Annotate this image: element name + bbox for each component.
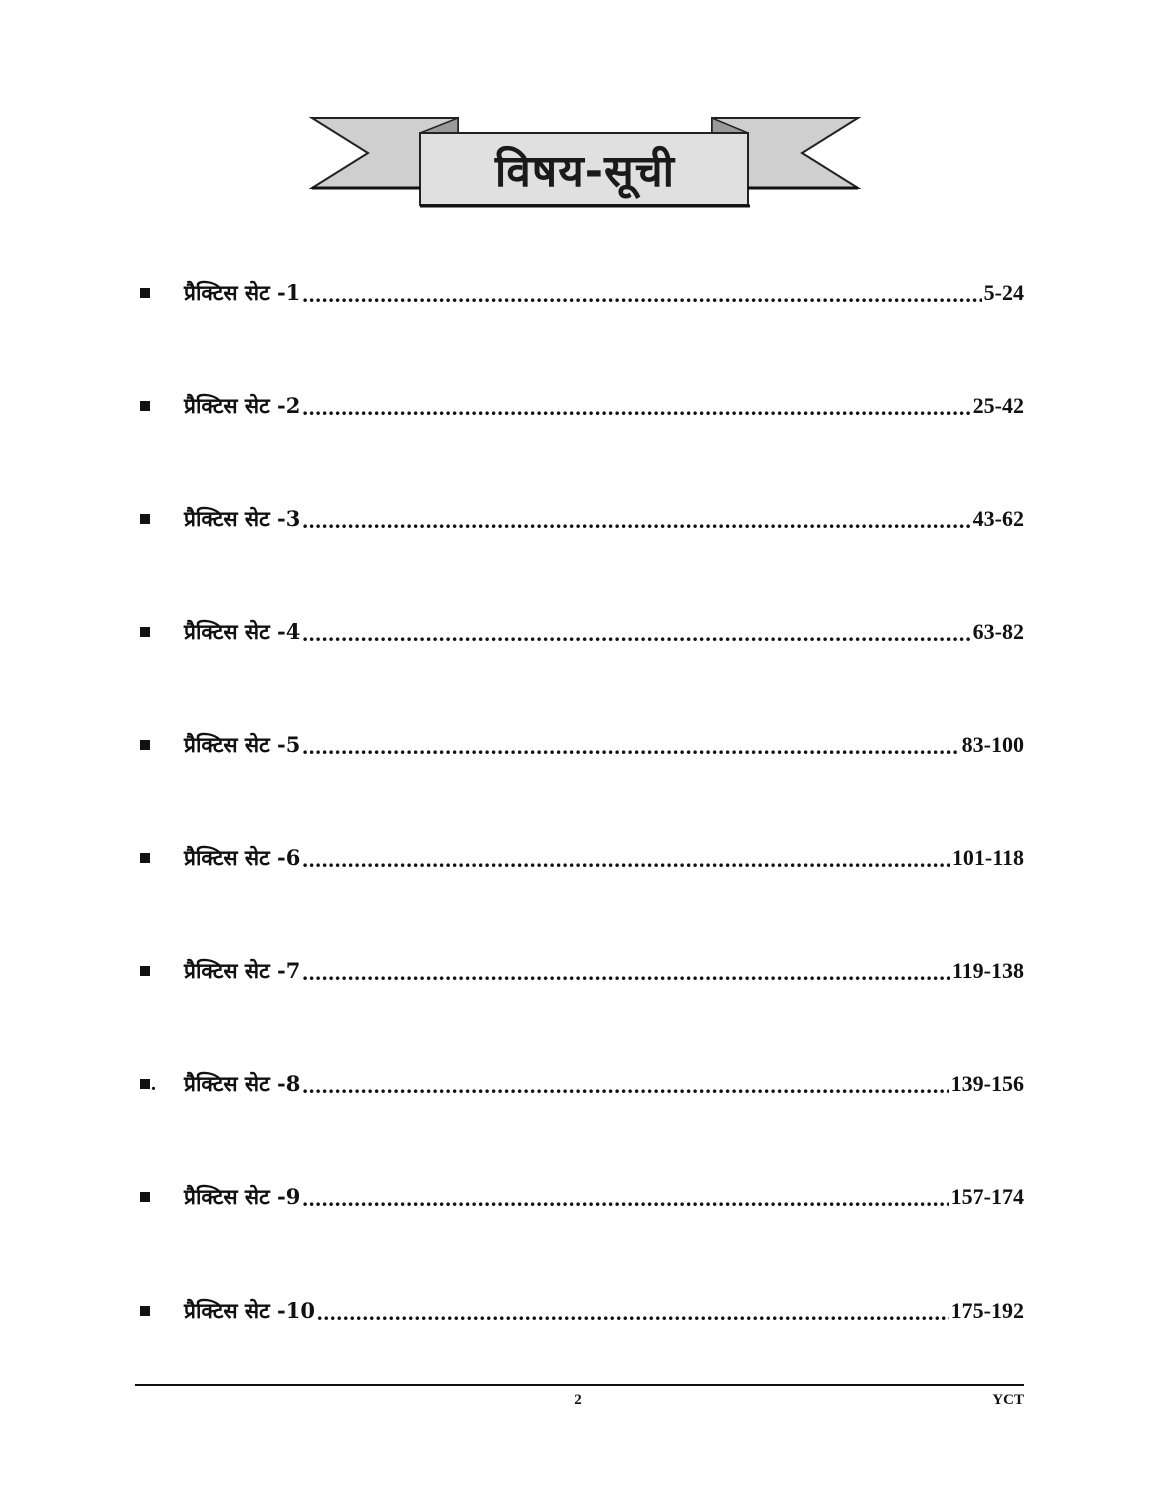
toc-entry-label: प्रैक्टिस सेट -6 xyxy=(184,845,301,870)
toc-entry-label: प्रैक्टिस सेट -8 xyxy=(184,1071,301,1096)
toc-entry-label: प्रैक्टिस सेट -5 xyxy=(184,732,301,757)
title-banner xyxy=(0,0,1159,230)
toc-entry[interactable] xyxy=(140,388,1024,424)
toc-entry-pages: 5-24 xyxy=(983,280,1024,305)
dot-leader xyxy=(302,282,981,308)
toc-entry-label: प्रैक्टिस सेट -1 xyxy=(184,280,301,305)
footer-divider xyxy=(135,1384,1024,1386)
page-title: विषय-सूची xyxy=(494,146,676,197)
dot-leader xyxy=(317,1300,949,1326)
toc-entry[interactable] xyxy=(140,953,1024,989)
toc-entry[interactable] xyxy=(140,501,1024,537)
toc-entry-pages: 157-174 xyxy=(950,1184,1024,1209)
toc-entry-label: प्रैक्टिस सेट -7 xyxy=(184,958,301,983)
bullet-square-icon xyxy=(140,627,184,637)
dot-leader xyxy=(302,508,970,534)
toc-entry-pages: 63-82 xyxy=(972,619,1024,644)
dot-leader xyxy=(302,621,970,647)
toc-entry[interactable] xyxy=(140,1066,1024,1102)
dot-leader xyxy=(302,1186,948,1212)
dot-leader xyxy=(302,847,950,873)
dot-leader xyxy=(302,734,959,760)
bullet-square-icon xyxy=(140,853,184,863)
dot-leader xyxy=(302,1073,948,1099)
bullet-square-icon: . xyxy=(140,1079,184,1089)
dot-leader xyxy=(302,395,970,421)
toc-entry-pages: 175-192 xyxy=(950,1298,1024,1323)
toc-entry-label: प्रैक्टिस सेट -2 xyxy=(184,393,301,418)
toc-entry-pages: 139-156 xyxy=(950,1071,1024,1096)
toc-entry[interactable] xyxy=(140,840,1024,876)
bullet-square-icon xyxy=(140,1192,184,1202)
toc-entry[interactable] xyxy=(140,614,1024,650)
bullet-square-icon xyxy=(140,514,184,524)
toc-entry-pages: 83-100 xyxy=(961,732,1024,757)
toc-entry-pages: 119-138 xyxy=(951,958,1024,983)
toc-entry-pages: 25-42 xyxy=(972,393,1024,418)
bullet-square-icon xyxy=(140,288,184,298)
toc-entry-label: प्रैक्टिस सेट -10 xyxy=(184,1298,315,1323)
bullet-square-icon xyxy=(140,401,184,411)
toc-entry-label: प्रैक्टिस सेट -9 xyxy=(184,1184,301,1209)
toc-entry[interactable] xyxy=(140,275,1024,311)
toc-entry-label: प्रैक्टिस सेट -3 xyxy=(184,506,301,531)
toc-entry-pages: 101-118 xyxy=(951,845,1024,870)
dot-leader xyxy=(302,960,950,986)
toc-entry-pages: 43-62 xyxy=(972,506,1024,531)
footer-page-number: 2 xyxy=(574,1392,582,1408)
toc-entry-label: प्रैक्टिस सेट -4 xyxy=(184,619,301,644)
toc-entry[interactable] xyxy=(140,727,1024,763)
bullet-square-icon xyxy=(140,740,184,750)
toc-entry[interactable] xyxy=(140,1293,1024,1329)
bullet-square-icon xyxy=(140,966,184,976)
footer-brand: YCT xyxy=(992,1392,1024,1408)
bullet-square-icon xyxy=(140,1306,184,1316)
toc-entry[interactable] xyxy=(140,1179,1024,1215)
